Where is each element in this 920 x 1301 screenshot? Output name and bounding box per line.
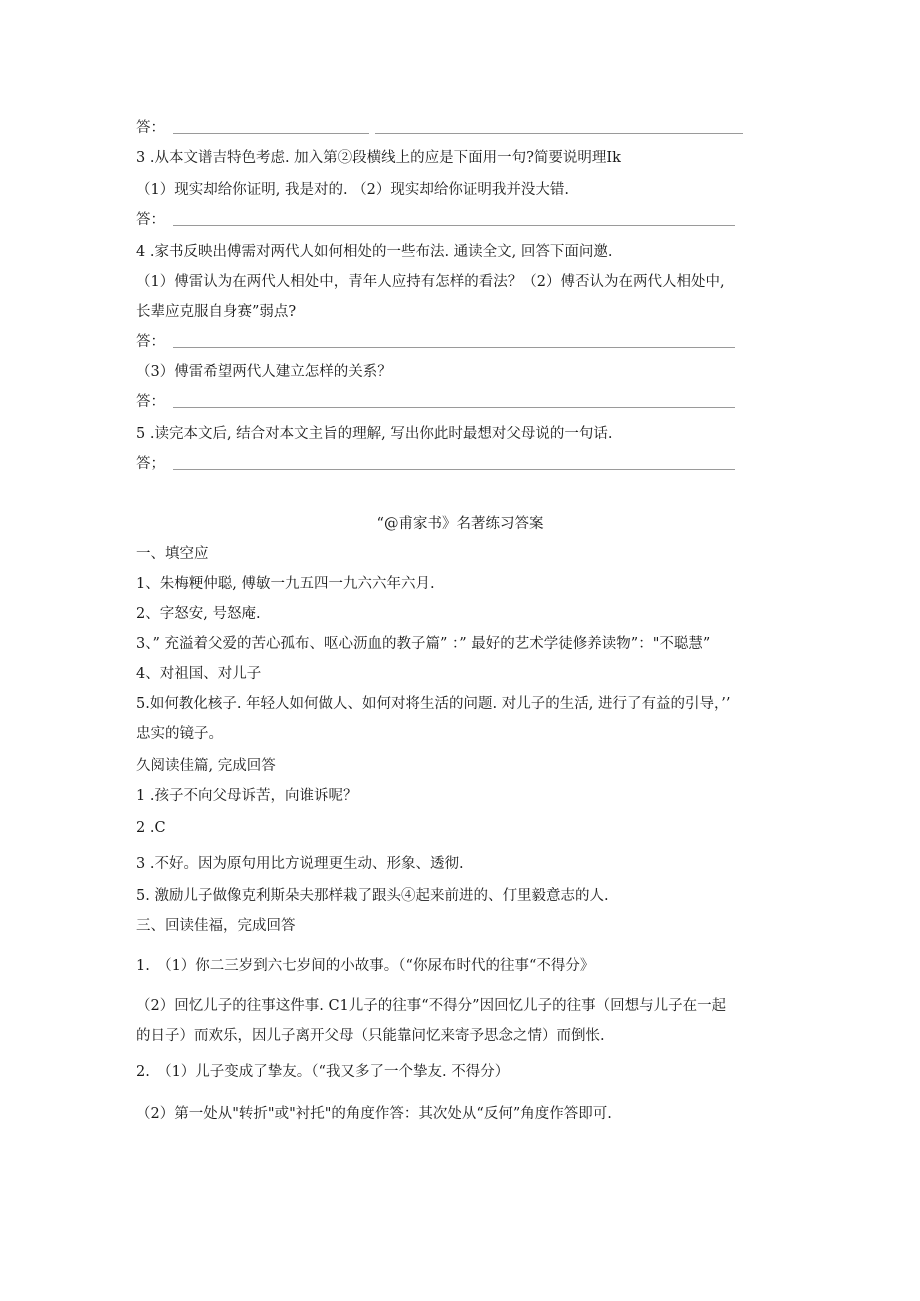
answer-blank[interactable] — [173, 406, 735, 408]
question-3-title: 3 .从本文谱吉特色考虑. 加入第②段横线上的应是下面用一句?简要说明理Ik — [136, 150, 621, 166]
section-2-answer-1: 1 .孩子不向父母诉苦，向谁诉呢？ — [136, 788, 358, 804]
question-4-sub1-line2: 长辈应克服自身赛”弱点? — [136, 304, 297, 320]
question-5-title: 5 .读完本文后, 结合对本文主旨的理解, 写出你此时最想对父母说的一句话. — [136, 426, 613, 442]
section-2-answer-2: 2 .C — [136, 820, 166, 836]
answer-label: 答： — [136, 334, 165, 350]
answer-5-line1: 5.如何教化核子. 年轻人如何做人、如何对将生活的问题. 对儿子的生活, 进行了有益的引导，’’ — [136, 696, 731, 712]
section-2-heading: 久阅读佳篇, 完成回答 — [136, 758, 276, 774]
answer-blank[interactable] — [173, 346, 735, 348]
section-3-answer-2: 2. （1）儿子变成了挚友。（“我又多了一个挚友. 不得分） — [136, 1064, 510, 1080]
answer-line-q5 — [136, 454, 735, 474]
answer-line-q4-3 — [136, 392, 735, 412]
answer-line-q2 — [136, 118, 743, 138]
answer-label: 答： — [136, 212, 165, 228]
question-4-sub1-line1: （1）傅雷认为在两代人相处中，青年人应持有怎样的看法？（2）傅否认为在两代人相处中, — [136, 274, 725, 290]
answer-blank-left[interactable] — [173, 132, 369, 134]
answer-label: 答： — [136, 394, 165, 410]
question-4-sub3: （3）傅雷希望两代人建立怎样的关系？ — [136, 364, 392, 380]
section-2-answer-3: 3 .不好。因为原句用比方说理更生动、形象、透彻. — [136, 856, 464, 872]
section-3-heading: 三、回读佳福，完成回答 — [136, 918, 296, 934]
answer-line-q3 — [136, 210, 735, 230]
answer-2: 2、字怒安, 号怒庵. — [136, 606, 261, 622]
answer-key-title: “@甫家书》名著练习答案 — [376, 516, 544, 532]
answer-1: 1、朱梅粳仲聪, 傅敏一九五四一九六六年六月. — [136, 576, 435, 592]
answer-line-q4-1 — [136, 332, 735, 352]
question-3-options: （1）现实却给你证明, 我是对的. （2）现实却给你证明我并没大错. — [136, 182, 569, 198]
section-3-answer-2b: （2）第一处从"转折"或"衬托"的角度作答：其次处从“反何”角度作答即可. — [136, 1106, 612, 1122]
section-3-answer-1b-line1: （2）回忆儿子的往事这件事. C1儿子的往事“不得分”因回忆儿子的往事（回想与儿子在一起 — [136, 998, 727, 1014]
answer-blank-right[interactable] — [375, 132, 743, 134]
section-2-answer-5: 5. 激励儿子做像克利斯朵夫那样栽了跟头④起来前进的、仃里毅意志的人. — [136, 888, 609, 904]
answer-label: 答； — [136, 456, 165, 472]
section-3-answer-1b-line2: 的日子）而欢乐，因儿子离开父母（只能靠问忆来寄予思念之情）而倒怅. — [136, 1028, 605, 1044]
answer-label: 答： — [136, 120, 165, 136]
answer-blank[interactable] — [173, 224, 735, 226]
section-3-answer-1: 1. （1）你二三岁到六七岁间的小故事。（“你尿布时代的往事“不得分》 — [136, 958, 595, 974]
question-4-title: 4 .家书反映出傅需对两代人如何相处的一些布法. 通读全文, 回答下面问邀. — [136, 244, 613, 260]
answer-3: 3、” 充溢着父爱的苦心孤布、呕心沥血的教子篇” ：” 最好的艺术学徒修养读物”："不聪慧” — [136, 636, 711, 652]
section-1-heading: 一、填空应 — [136, 546, 209, 562]
answer-blank[interactable] — [173, 468, 735, 470]
answer-4: 4、对祖国、对儿子 — [136, 666, 262, 682]
answer-5-line2: 忠实的镜子。 — [136, 726, 223, 742]
